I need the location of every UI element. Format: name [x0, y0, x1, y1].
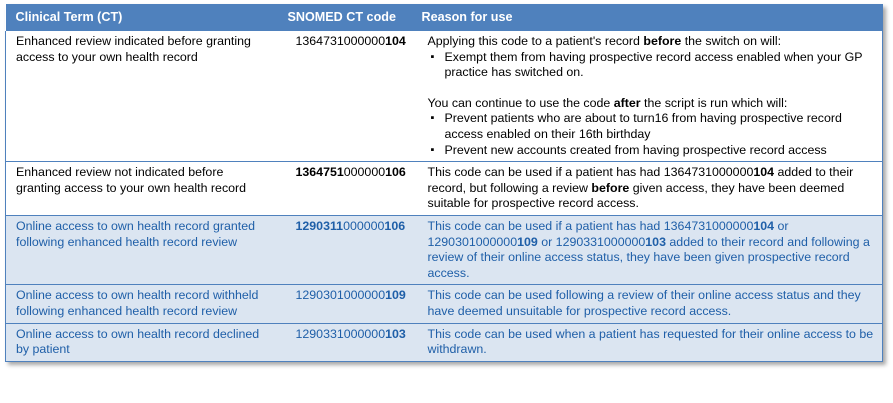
- reason-bullet-list: [428, 50, 877, 81]
- reason-text: the switch on will:: [681, 34, 782, 48]
- reason-emphasis: 104: [753, 218, 775, 233]
- header-snomed-code: SNOMED CT code: [278, 4, 412, 31]
- reason-emphasis: after: [613, 95, 641, 110]
- clinical-term-cell: Enhanced review indicated before granting access to your own health record: [6, 31, 278, 162]
- code-suffix: 103: [385, 326, 406, 341]
- snomed-code-cell: [278, 285, 412, 323]
- reason-emphasis: before: [643, 34, 682, 48]
- reason-text: added to their record and following a review of their online access status, they have been given prospective record access.: [427, 234, 870, 280]
- reason-paragraph: [428, 96, 877, 112]
- reason-text: You can continue to use the code: [427, 95, 614, 110]
- clinical-term-cell: Online access to own health record granted following enhanced health record review: [6, 215, 278, 284]
- reason-emphasis: before: [591, 180, 630, 195]
- code-text: 000000: [343, 165, 386, 180]
- bullet-item: ▪ Exempt them from having prospective record access enabled when your GP practice has switched on.: [428, 50, 877, 81]
- reason-text: or 1290331000000: [537, 234, 646, 249]
- code-text: 1290301000000: [295, 288, 386, 303]
- clinical-term-cell: Online access to own health record declined by patient: [6, 323, 278, 361]
- code-prefix: 1364751: [295, 165, 344, 180]
- reason-text: Applying this code to a patient's record: [427, 34, 644, 48]
- code-suffix: 106: [384, 218, 406, 233]
- reason-cell: This code can be used following a review of their online access status and they have deemed unsuitable for prospective record access.: [412, 285, 883, 323]
- table-row: [6, 162, 883, 216]
- reason-cell: [412, 31, 883, 162]
- reason-text: added to their record, but following a review: [427, 165, 854, 195]
- code-text: 1290331000000: [295, 326, 386, 341]
- reason-cell: This code can be used when a patient has requested for their online access to be withdrawn.: [412, 323, 883, 361]
- table-row: [6, 323, 883, 361]
- header-clinical-term: Clinical Term (CT): [6, 4, 278, 31]
- table-row: [6, 31, 883, 162]
- reason-emphasis: 109: [517, 234, 538, 249]
- clinical-term-cell: Enhanced review not indicated before granting access to your own health record: [6, 162, 278, 216]
- reason-text: This code can be used if a patient has had 1364731000000: [427, 165, 754, 180]
- code-suffix: 106: [385, 165, 406, 180]
- reason-cell: [412, 215, 883, 284]
- code-text: 000000: [343, 218, 385, 233]
- snomed-code-cell: [278, 31, 412, 162]
- table-row: [6, 285, 883, 323]
- code-text: 1364731000000: [295, 34, 386, 48]
- reason-paragraph: [428, 34, 877, 50]
- reason-emphasis: 104: [753, 165, 775, 180]
- code-suffix: 104: [385, 34, 406, 48]
- header-reason: Reason for use: [412, 4, 883, 31]
- clinical-term-cell: Online access to own health record withheld following enhanced health record review: [6, 285, 278, 323]
- reason-bullet-list: [428, 111, 877, 158]
- snomed-codes-table: [5, 4, 883, 362]
- bullet-item: ▪ Prevent patients who are about to turn16 from having prospective record access enabled on their 16th birthday: [428, 111, 877, 142]
- code-suffix: 109: [385, 288, 406, 303]
- code-prefix: 1290311: [295, 218, 344, 233]
- snomed-code-cell: [278, 215, 412, 284]
- reason-emphasis: 103: [645, 234, 666, 249]
- reason-text: the script is run which will:: [640, 95, 788, 110]
- table-row: [6, 215, 883, 284]
- reason-text: given access, they have been deemed suitable for prospective record access.: [427, 180, 845, 211]
- reason-text: This code can be used if a patient has had 1364731000000: [427, 218, 754, 233]
- bullet-item: ▪ Prevent new accounts created from having prospective record access: [428, 143, 877, 159]
- reason-cell: [412, 162, 883, 216]
- table-header-row: [6, 4, 883, 31]
- snomed-code-cell: [278, 323, 412, 361]
- reason-text: or 1290301000000: [427, 218, 789, 249]
- snomed-code-cell: [278, 162, 412, 216]
